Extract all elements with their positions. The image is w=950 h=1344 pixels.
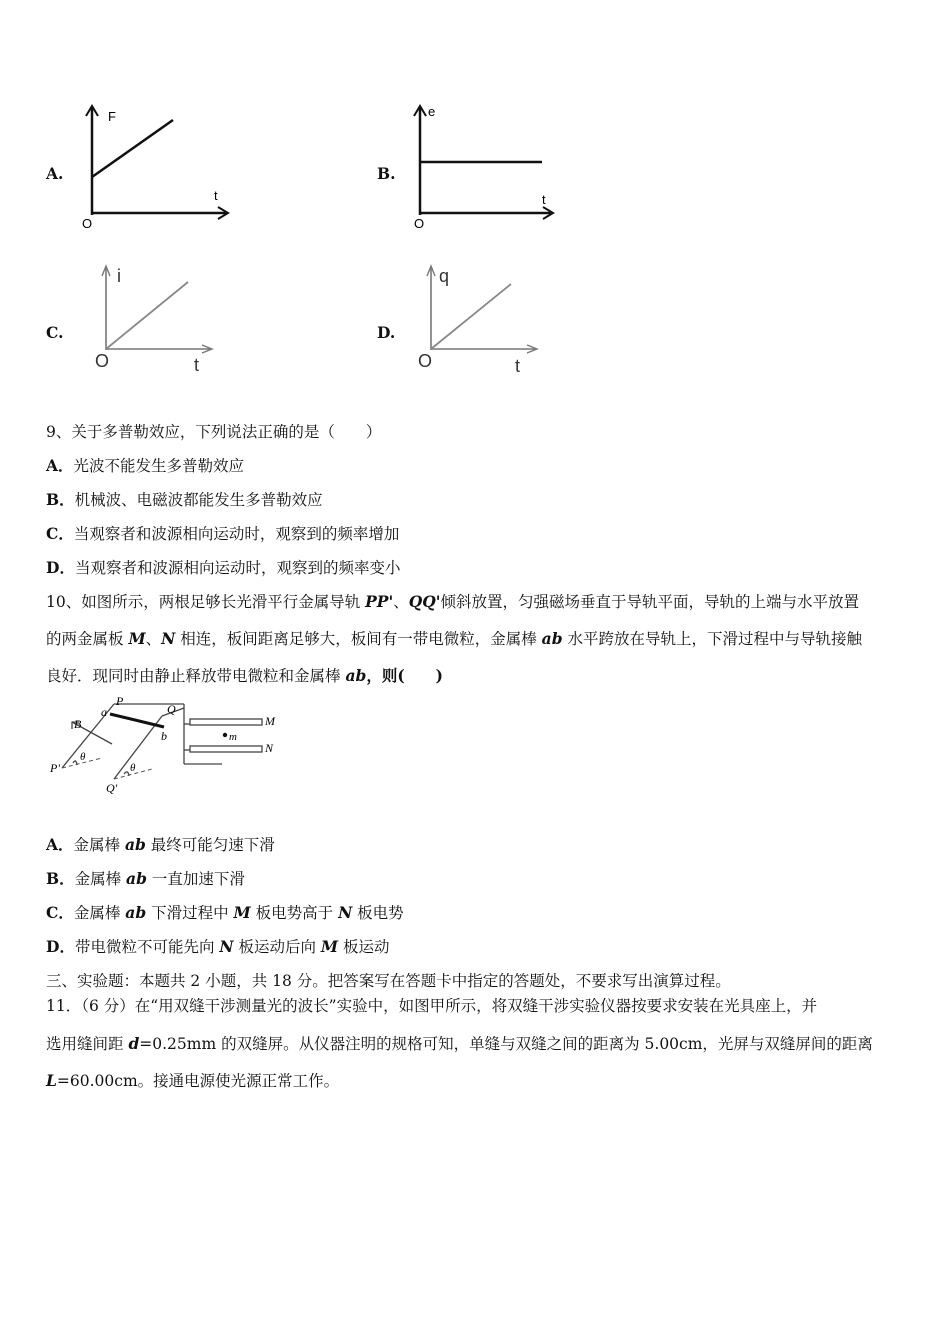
graph-d-y-label: q [439,266,450,286]
label-q: Q [167,702,176,716]
label-plate-n: N [265,741,274,755]
graph-a-origin: O [82,216,93,231]
option-a-label: A. [46,164,64,183]
q10-stem-line3: 良好．现同时由静止释放带电微粒和金属棒 ab，则( ) [46,666,443,685]
graph-c [88,258,218,378]
plate-n [190,746,262,752]
plate-m [190,719,262,725]
q10-option-c: C．金属棒 ab 下滑过程中 M 板电势高于 N 板电势 [46,903,404,922]
graph-d-origin: O [418,351,433,371]
graph-d-x-label: t [515,356,521,376]
particle-dot [223,733,227,737]
graph-a-y-label: F [108,109,116,124]
q11-line2: 选用缝间距 d=0.25mm 的双缝屏。从仪器注明的规格可知，单缝与双缝之间的距离为 5.00cm，光屏与双缝屏间的距离 [46,1034,873,1053]
graph-b-x-label: t [542,192,546,207]
label-m-particle: m [229,731,237,743]
q10-stem-line1: 10、如图所示，两根足够长光滑平行金属导轨 PP'、QQ'倾斜放置，匀强磁场垂直于导轨平面，导轨的上端与水平放置 [46,592,859,611]
graph-b-y-label: e [428,104,436,119]
label-p: P [116,694,124,708]
label-field-b: B [74,717,82,731]
q10-rail-diagram [44,694,284,799]
q9-stem: 9、关于多普勒效应，下列说法正确的是（ ） [46,423,382,441]
label-theta-p: θ [80,751,86,763]
q10-option-b: B．金属棒 ab 一直加速下滑 [46,869,245,888]
section3-heading: 三、实验题：本题共 2 小题，共 18 分。把答案写在答题卡中指定的答题处，不要求写出演算过程。 [46,972,731,990]
label-p-prime: P' [50,761,60,775]
q9-option-a: A．光波不能发生多普勒效应 [46,456,245,475]
option-d-label: D. [377,323,396,342]
graph-c-x-label: t [194,355,200,375]
q9-option-d: D．当观察者和波源相向运动时，观察到的频率变小 [46,558,401,577]
q10-option-d: D．带电微粒不可能先向 N 板运动后向 M 板运动 [46,937,390,956]
graph-a-line [92,120,173,177]
label-q-prime: Q' [106,781,118,795]
q9-option-b: B．机械波、电磁波都能发生多普勒效应 [46,490,323,509]
graph-b-origin: O [414,216,425,231]
q11-line1: 11．（6 分）在“用双缝干涉测量光的波长”实验中，如图甲所示，将双缝干涉实验仪器按要求安装在光具座上，并 [46,997,818,1015]
q10-option-a: A．金属棒 ab 最终可能匀速下滑 [46,835,275,854]
label-plate-m: M [265,714,275,728]
graph-d-line [431,284,511,349]
graph-c-y-label: i [117,266,121,286]
graph-c-line [106,282,188,349]
label-b: b [161,729,167,743]
label-theta-q: θ [130,762,136,774]
graph-d [413,258,543,378]
graph-c-origin: O [95,351,110,371]
graph-a [78,100,238,235]
option-b-label: B. [377,164,396,183]
graph-a-x-label: t [214,188,218,203]
rod-ab [110,714,164,727]
graph-b [408,100,568,235]
q10-stem-line2: 的两金属板 M、N 相连，板间距离足够大，板间有一带电微粒，金属棒 ab 水平跨放在导轨上，下滑过程中与导轨接触 [46,629,862,648]
q11-line3: L=60.00cm。接通电源使光源正常工作。 [46,1071,340,1090]
option-c-label: C. [46,323,64,342]
q9-option-c: C．当观察者和波源相向运动时，观察到的频率增加 [46,524,400,543]
label-a: a [101,705,107,719]
